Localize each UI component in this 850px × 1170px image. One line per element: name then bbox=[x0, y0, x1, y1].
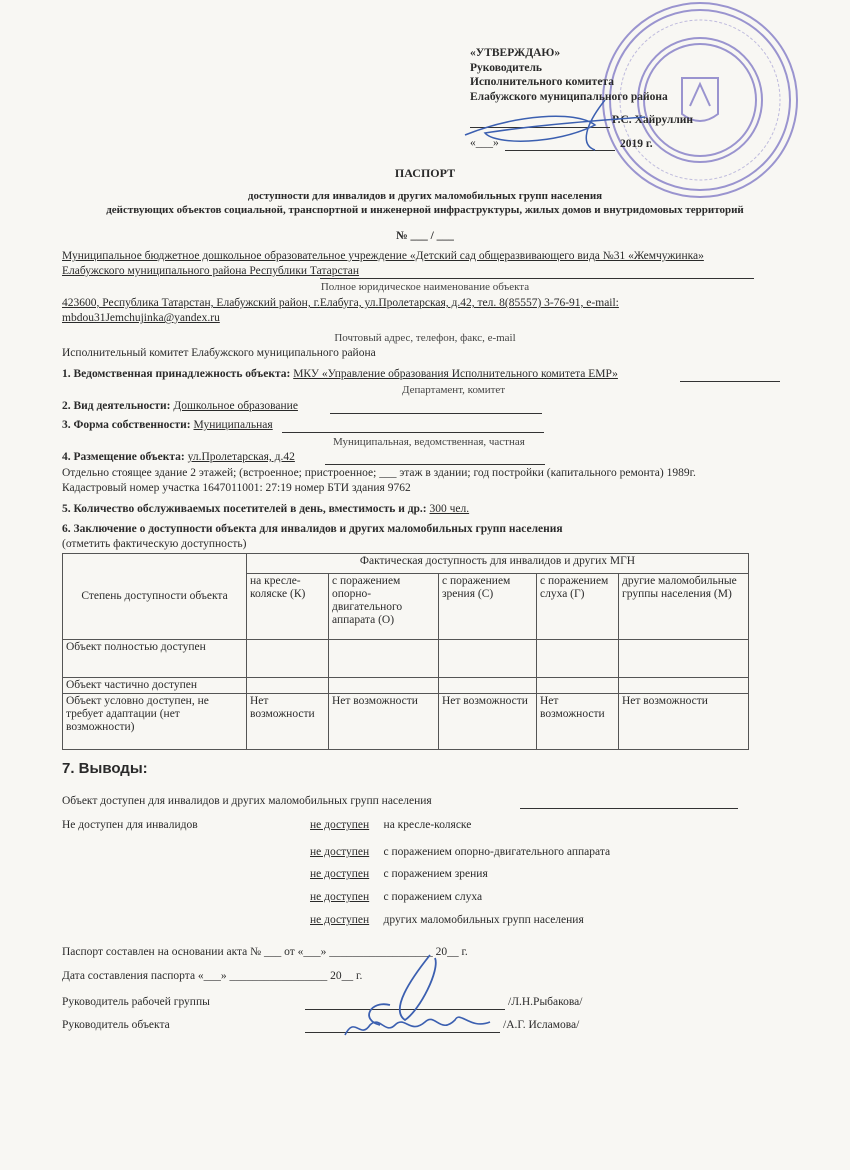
item6-label: 6. Заключение о доступности объекта для инвалидов и других маломобильных групп населения bbox=[62, 523, 563, 535]
approval-title: «УТВЕРЖДАЮ» bbox=[470, 47, 561, 59]
item3-caption: Муниципальная, ведомственная, частная bbox=[333, 436, 525, 448]
col-header: другие маломобильные группы населения (М) bbox=[619, 574, 749, 640]
cell bbox=[537, 640, 619, 678]
basis-act: Паспорт составлен на основании акта № ___ от «___» __________________ 20__ г. bbox=[62, 946, 468, 958]
col-header: с поражением опорно-двигательного аппарата (О) bbox=[329, 574, 439, 640]
cell bbox=[247, 640, 329, 678]
item6-note: (отметить фактическую доступность) bbox=[62, 538, 247, 550]
group-head-name: /Л.Н.Рыбакова/ bbox=[508, 996, 583, 1008]
object-name-caption: Полное юридическое наименование объекта bbox=[320, 281, 530, 293]
row-label: Объект полностью доступен bbox=[63, 640, 247, 678]
item1-value: МКУ «Управление образования Исполнительного комитета ЕМР» bbox=[293, 368, 618, 380]
list-item bbox=[310, 868, 488, 881]
col-header: с поражением зрения (С) bbox=[439, 574, 537, 640]
conclusions-title: 7. Выводы: bbox=[62, 760, 148, 777]
approval-date: «___» bbox=[470, 137, 499, 149]
cell bbox=[439, 640, 537, 678]
item4-value: ул.Пролетарская, д.42 bbox=[187, 451, 295, 463]
table-row bbox=[63, 640, 749, 678]
cell bbox=[329, 640, 439, 678]
item4-building: Отдельно стоящее здание 2 этажей; (встроенное; пристроенное; ___ этаж в здании; год постройки (капитального ремонта) 1989г. bbox=[62, 467, 696, 479]
cell bbox=[439, 678, 537, 694]
subtitle-1: доступности для инвалидов и других маломобильных групп населения bbox=[247, 190, 603, 202]
approval-line1: Руководитель bbox=[470, 61, 542, 74]
table-corner: Степень доступности объекта bbox=[63, 554, 247, 640]
list-item bbox=[310, 891, 482, 904]
row-label: Объект частично доступен bbox=[63, 678, 247, 694]
approval-line2: Исполнительного комитета bbox=[470, 76, 614, 88]
item4-label: 4. Размещение объекта: bbox=[62, 451, 185, 463]
subtitle-2: действующих объектов социальной, транспортной и инженерной инфраструктуры, жилых домов и внутридомовых территорий bbox=[106, 204, 744, 216]
address-2: mbdou31Jemchujinka@yandex.ru bbox=[62, 312, 220, 324]
page-title: ПАСПОРТ bbox=[394, 166, 456, 180]
cell: Нет возможности bbox=[537, 694, 619, 750]
category: на кресле-коляске bbox=[383, 819, 472, 831]
group-head-label: Руководитель рабочей группы bbox=[62, 996, 210, 1008]
approver-signature bbox=[455, 95, 655, 155]
item4-cadastre: Кадастровый номер участка 1647011001: 27:19 номер БТИ здания 9762 bbox=[62, 482, 411, 494]
conclusion-available: Объект доступен для инвалидов и других маломобильных групп населения bbox=[62, 795, 432, 807]
col-header: с поражением слуха (Г) bbox=[537, 574, 619, 640]
object-head-label: Руководитель объекта bbox=[62, 1019, 170, 1031]
category: с поражением опорно-двигательного аппарата bbox=[383, 846, 611, 858]
item3-label: 3. Форма собственности: bbox=[62, 419, 191, 431]
object-head-name: /А.Г. Исламова/ bbox=[503, 1019, 580, 1031]
status: не доступен bbox=[310, 868, 370, 880]
cell: Нет возможности bbox=[329, 694, 439, 750]
list-item bbox=[310, 819, 471, 832]
cell: Нет возможности bbox=[247, 694, 329, 750]
cell bbox=[247, 678, 329, 694]
item3-value: Муниципальная bbox=[193, 419, 273, 431]
passport-number: № ___ / ___ bbox=[396, 230, 454, 242]
approval-year: 2019 г. bbox=[620, 138, 653, 150]
item5-value: 300 чел. bbox=[429, 503, 470, 515]
cell bbox=[619, 640, 749, 678]
category: с поражением слуха bbox=[383, 891, 483, 903]
col-header: на кресле-коляске (К) bbox=[247, 574, 329, 640]
object-name-2: Елабужского муниципального района Республики Татарстан bbox=[62, 265, 360, 277]
item2-value: Дошкольное образование bbox=[173, 400, 298, 412]
item2-label: 2. Вид деятельности: bbox=[62, 400, 171, 412]
conclusion-not-available: Не доступен для инвалидов bbox=[62, 819, 198, 831]
cell: Нет возможности bbox=[439, 694, 537, 750]
address-caption: Почтовый адрес, телефон, факс, e-mail bbox=[334, 332, 516, 344]
row-label: Объект условно доступен, не требует адаптации (нет возможности) bbox=[63, 694, 247, 750]
list-item bbox=[310, 846, 610, 859]
status: не доступен bbox=[310, 914, 370, 926]
list-item bbox=[310, 914, 584, 927]
status: не доступен bbox=[310, 819, 370, 831]
address-1: 423600, Республика Татарстан, Елабужский район, г.Елабуга, ул.Пролетарская, д.42, тел. 8(85557) 3-76-91, e-mail: bbox=[62, 297, 619, 309]
item5-label: 5. Количество обслуживаемых посетителей в день, вместимость и др.: bbox=[62, 503, 427, 515]
accessibility-table bbox=[62, 553, 749, 750]
executive-body: Исполнительный комитет Елабужского муниципального района bbox=[62, 347, 376, 359]
signatures bbox=[330, 950, 510, 1050]
status: не доступен bbox=[310, 846, 370, 858]
cell bbox=[329, 678, 439, 694]
category: с поражением зрения bbox=[383, 868, 488, 880]
table-row bbox=[63, 678, 749, 694]
object-name-1: Муниципальное бюджетное дошкольное образовательное учреждение «Детский сад общеразвивающего вида №31 «Жемчужинка» bbox=[62, 250, 704, 262]
item1-caption: Департамент, комитет bbox=[402, 384, 506, 396]
category: других маломобильных групп населения bbox=[383, 914, 584, 926]
cell: Нет возможности bbox=[619, 694, 749, 750]
status: не доступен bbox=[310, 891, 370, 903]
approval-signer: Р.С. Хайруллин bbox=[612, 114, 694, 126]
compilation-date: Дата составления паспорта «___» _________________ 20__ г. bbox=[62, 970, 363, 982]
cell bbox=[619, 678, 749, 694]
approval-line3: Елабужского муниципального района bbox=[470, 90, 668, 103]
item1-label: 1. Ведомственная принадлежность объекта: bbox=[62, 368, 291, 380]
table-row bbox=[63, 694, 749, 750]
cell bbox=[537, 678, 619, 694]
table-group-header: Фактическая доступность для инвалидов и других МГН bbox=[247, 554, 749, 574]
